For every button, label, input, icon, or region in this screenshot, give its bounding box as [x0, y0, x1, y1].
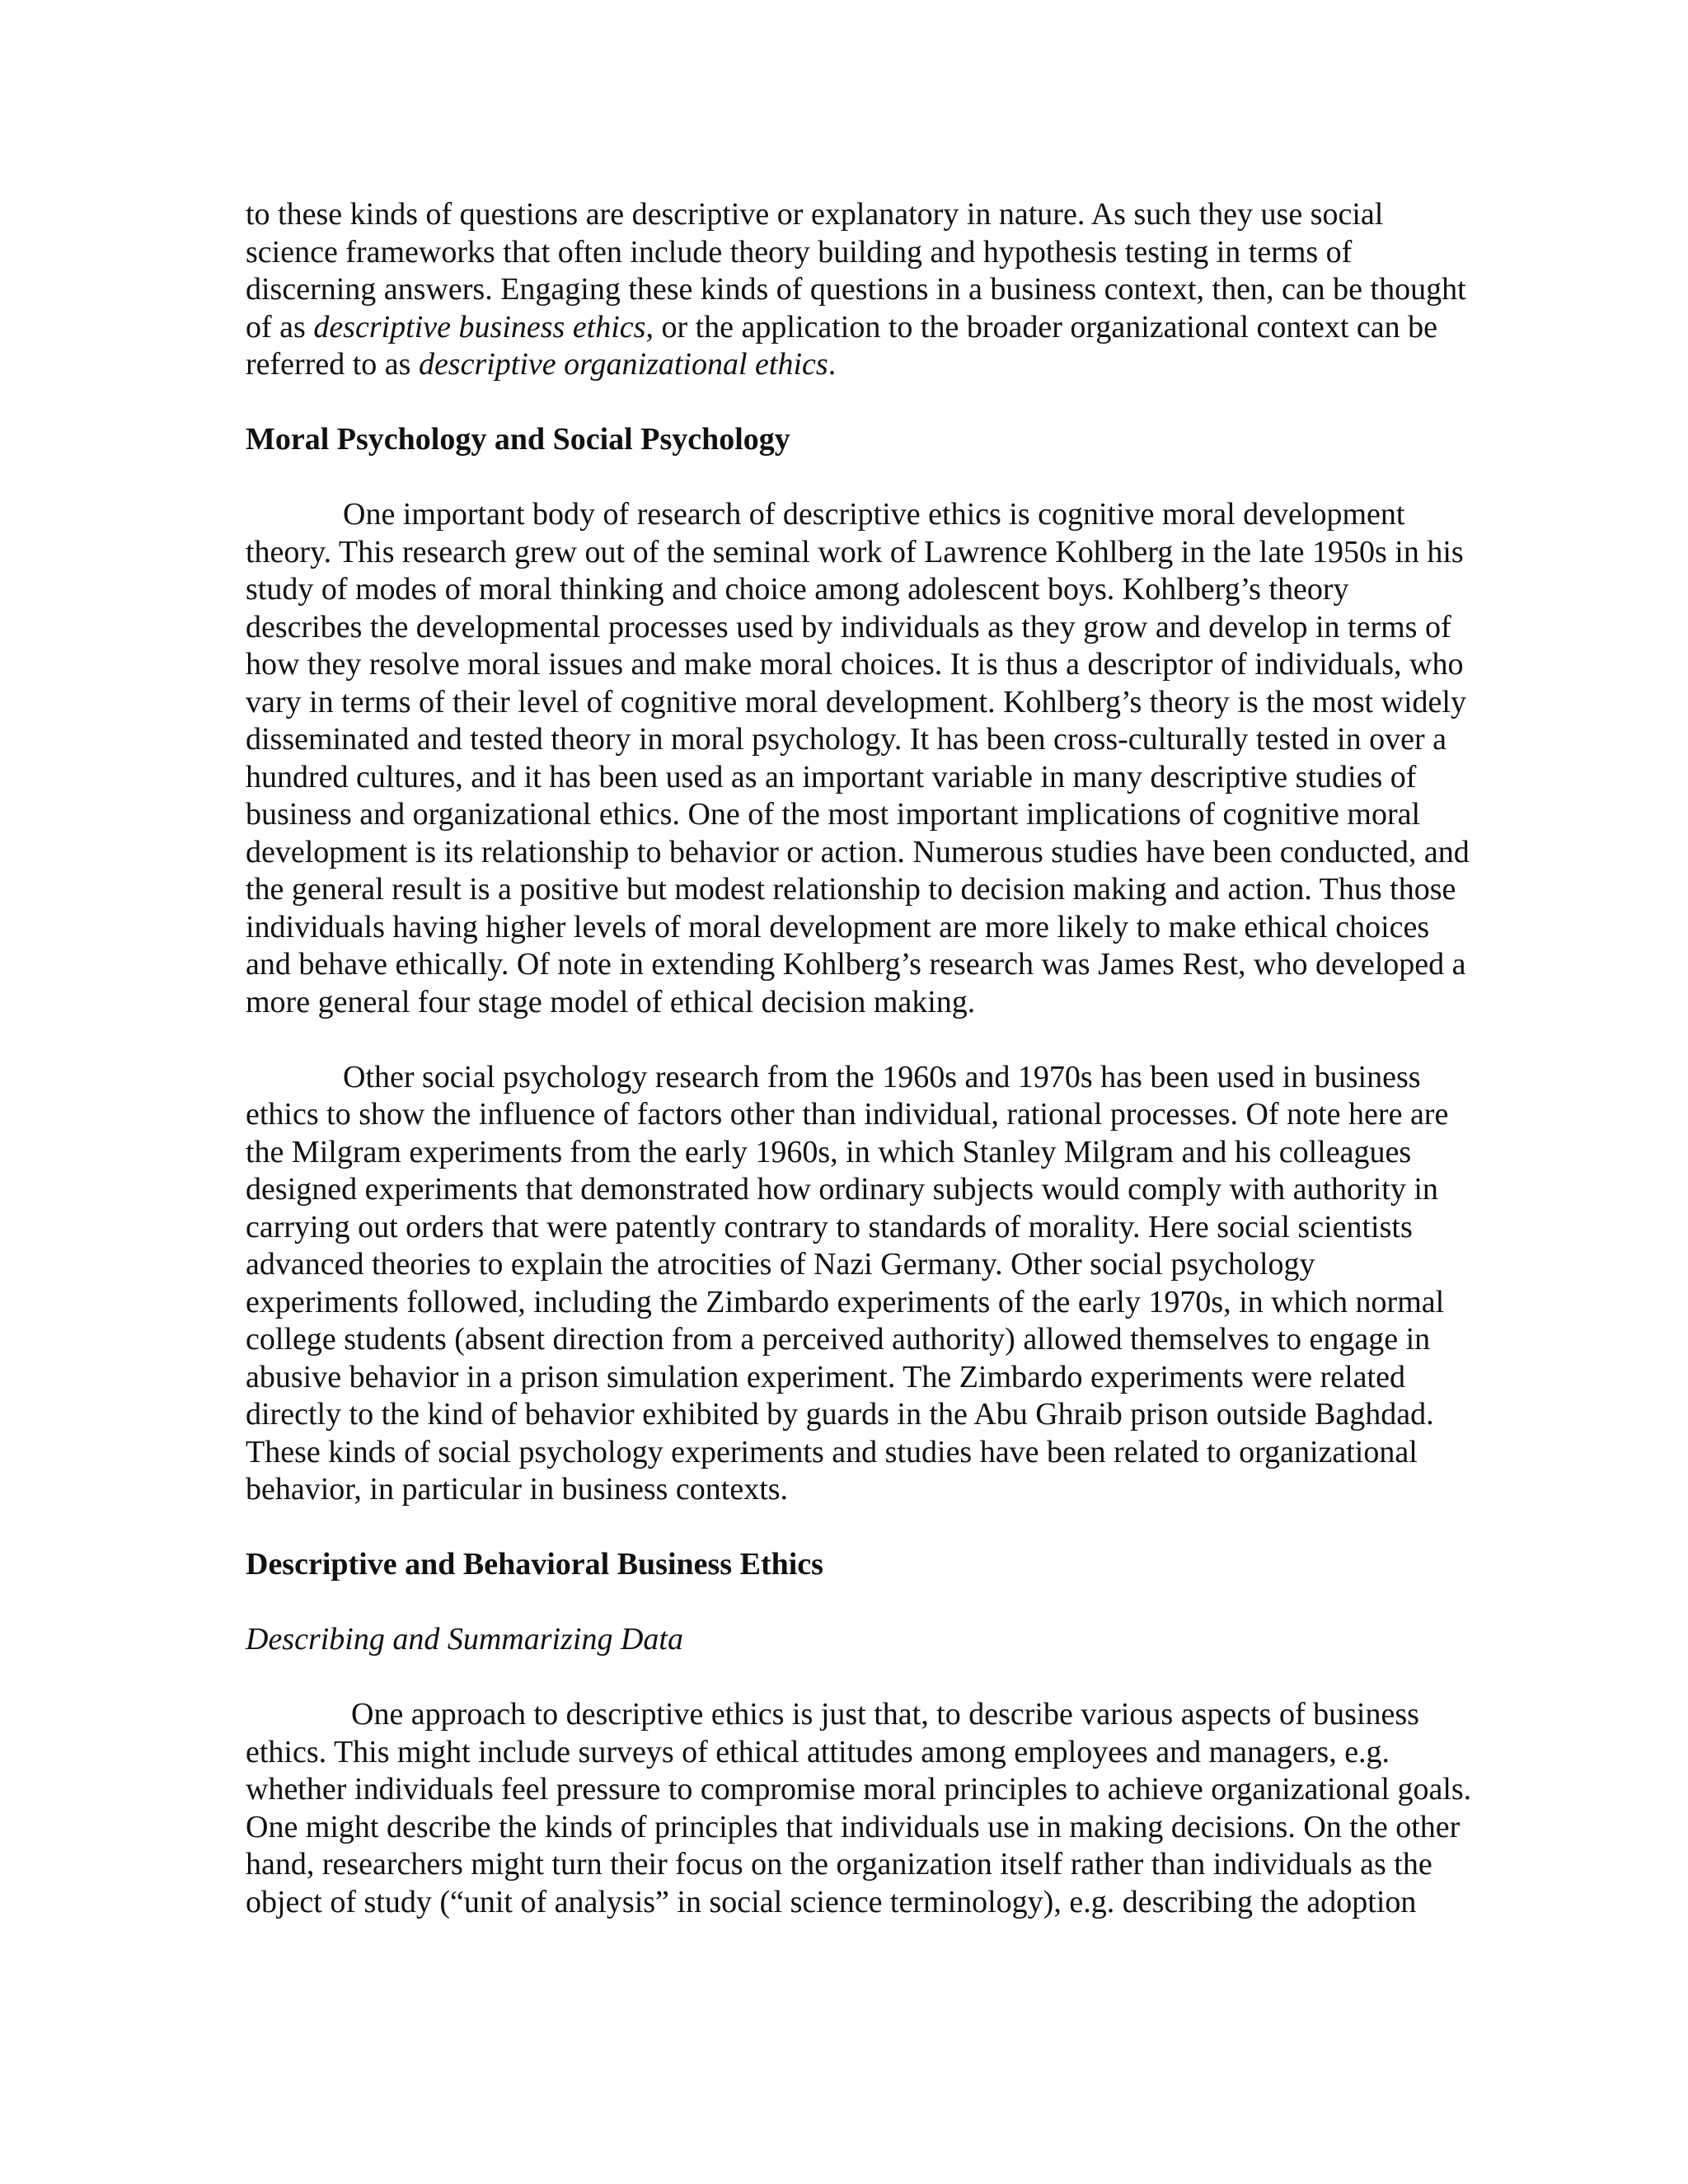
text-line: vary in terms of their level of cognitive moral development. Kohlberg’s theory is the most widely [246, 684, 1466, 719]
text-line: to these kinds of questions are descriptive or explanatory in nature. As such they use social [246, 197, 1384, 232]
italic-term: descriptive organizational ethics [418, 347, 828, 382]
text-fragment: , or the application to the broader organizational context can be [645, 309, 1437, 344]
text-line: One might describe the kinds of principles that individuals use in making decisions. On the other [246, 1809, 1461, 1844]
text-line: hundred cultures, and it has been used as an important variable in many descriptive studies of [246, 759, 1417, 794]
text-line: Other social psychology research from the 1960s and 1970s has been used in business [343, 1059, 1421, 1094]
text-line [246, 346, 1531, 384]
body-paragraph [246, 1696, 1531, 1921]
italic-term: descriptive business ethics [313, 309, 646, 344]
text-line: designed experiments that demonstrated how ordinary subjects would comply with authority in [246, 1172, 1438, 1207]
body-paragraph [246, 1059, 1531, 1509]
text-line: and behave ethically. Of note in extending Kohlberg’s research was James Rest, who developed a [246, 947, 1466, 982]
text-line: abusive behavior in a prison simulation experiment. The Zimbardo experiments were related [246, 1359, 1405, 1394]
text-line: advanced theories to explain the atrocities of Nazi Germany. Other social psychology [246, 1247, 1315, 1282]
text-line: the Milgram experiments from the early 1960s, in which Stanley Milgram and his colleagues [246, 1134, 1412, 1169]
text-line: One important body of research of descriptive ethics is cognitive moral development [343, 497, 1405, 532]
text-line: disseminated and tested theory in moral psychology. It has been cross-culturally tested in over a [246, 722, 1447, 757]
text-line: discerning answers. Engaging these kinds of questions in a business context, then, can be thought [246, 272, 1466, 307]
section-heading: Moral Psychology and Social Psychology [246, 422, 790, 457]
text-line: directly to the kind of behavior exhibited by guards in the Abu Ghraib prison outside Baghdad. [246, 1397, 1434, 1432]
text-line: theory. This research grew out of the seminal work of Lawrence Kohlberg in the late 1950s in his [246, 534, 1464, 569]
subsection-heading: Describing and Summarizing Data [246, 1622, 683, 1657]
text-line: One approach to descriptive ethics is just that, to describe various aspects of business [351, 1697, 1419, 1732]
text-fragment: of as [246, 309, 314, 344]
text-line [246, 309, 1531, 347]
text-line: hand, researchers might turn their focus on the organization itself rather than individuals as the [246, 1847, 1432, 1882]
intro-paragraph [246, 196, 1531, 384]
text-line: whether individuals feel pressure to compromise moral principles to achieve organizational goals. [246, 1772, 1472, 1807]
text-line: the general result is a positive but modest relationship to decision making and action. Thus those [246, 872, 1456, 907]
text-line: These kinds of social psychology experiments and studies have been related to organizational [246, 1434, 1418, 1469]
text-line: individuals having higher levels of moral development are more likely to make ethical choices [246, 909, 1430, 944]
text-line: study of modes of moral thinking and choice among adolescent boys. Kohlberg’s theory [246, 572, 1349, 607]
text-line: behavior, in particular in business contexts. [246, 1472, 789, 1507]
text-line: college students (absent direction from a perceived authority) allowed themselves to engage in [246, 1322, 1431, 1357]
text-line: experiments followed, including the Zimbardo experiments of the early 1970s, in which normal [246, 1284, 1445, 1319]
text-line: ethics. This might include surveys of ethical attitudes among employees and managers, e.g. [246, 1734, 1390, 1769]
text-line: describes the developmental processes used by individuals as they grow and develop in terms of [246, 609, 1451, 644]
text-line: development is its relationship to behavior or action. Numerous studies have been conducted, and [246, 834, 1470, 869]
text-fragment: . [828, 347, 837, 382]
page-content [246, 196, 1531, 1959]
text-line: more general four stage model of ethical decision making. [246, 984, 976, 1019]
text-line: object of study (“unit of analysis” in social science terminology), e.g. describing the adoption [246, 1884, 1417, 1919]
text-line: how they resolve moral issues and make moral choices. It is thus a descriptor of individuals, who [246, 647, 1464, 682]
body-paragraph [246, 496, 1531, 1021]
text-fragment: referred to as [246, 347, 419, 382]
text-line: business and organizational ethics. One of the most important implications of cognitive moral [246, 797, 1421, 832]
text-line: carrying out orders that were patently contrary to standards of morality. Here social scientists [246, 1209, 1413, 1244]
text-line: science frameworks that often include theory building and hypothesis testing in terms of [246, 234, 1353, 269]
text-line: ethics to show the influence of factors other than individual, rational processes. Of note here are [246, 1097, 1449, 1132]
section-heading: Descriptive and Behavioral Business Ethics [246, 1547, 823, 1582]
